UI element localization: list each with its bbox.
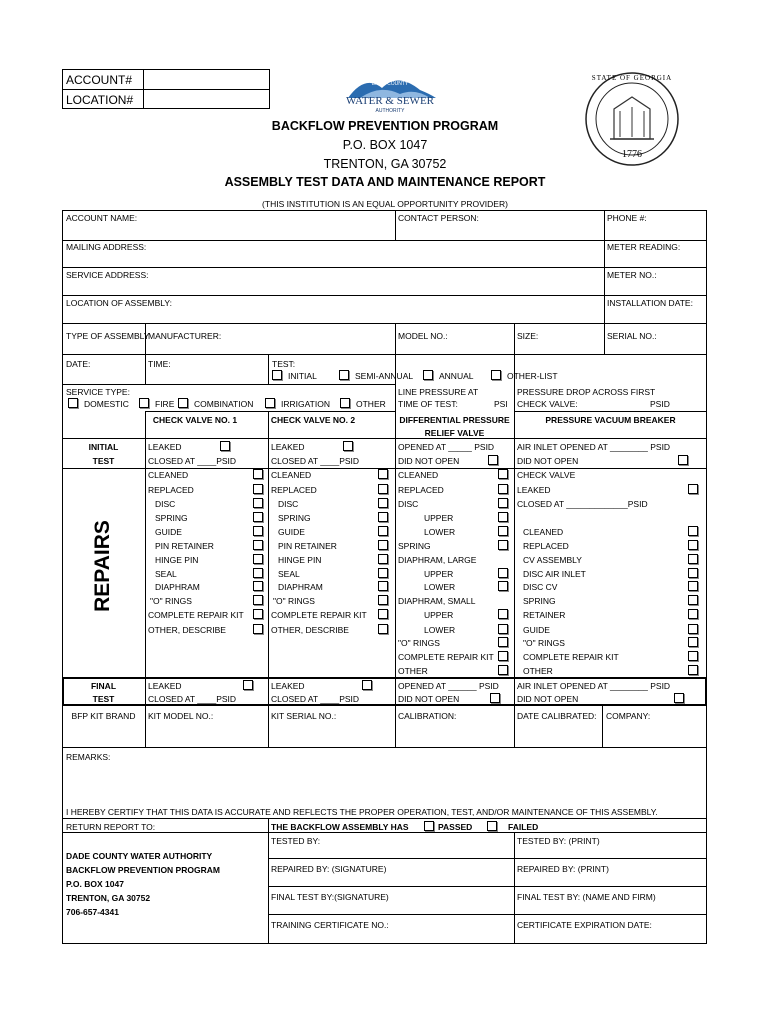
initial-test-label-1: INITIAL <box>88 442 119 452</box>
drv-opened-at: OPENED AT _____ PSID <box>398 442 495 452</box>
cv2-other: OTHER, DESCRIBE <box>271 625 349 635</box>
cv2-header: CHECK VALVE NO. 2 <box>270 415 356 425</box>
pvb-air-inlet: AIR INLET OPENED AT ________ PSID <box>517 442 671 452</box>
pvb-final-did-not-open-checkbox[interactable] <box>674 693 684 703</box>
final-test-signature-label: FINAL TEST BY:(SIGNATURE) <box>271 892 389 902</box>
mailing-address-label: MAILING ADDRESS: <box>66 242 147 252</box>
pvb-did-not-open-checkbox[interactable] <box>678 455 688 465</box>
kit-serial-label: KIT SERIAL NO.: <box>271 711 337 721</box>
cv1-final-leaked-checkbox[interactable] <box>243 680 253 690</box>
cv1-closed-at: CLOSED AT ____PSID <box>148 456 237 466</box>
pvb-cleaned-checkbox[interactable] <box>688 526 698 536</box>
size-label: SIZE: <box>517 331 539 341</box>
drv-disc: DISC <box>398 499 419 509</box>
drv-final-opened-at: OPENED AT ______ PSID <box>398 681 499 691</box>
cv1-other: OTHER, DESCRIBE <box>148 625 226 635</box>
drv-disc-lower-checkbox[interactable] <box>498 526 508 536</box>
cv1-o-rings-checkbox[interactable] <box>253 595 263 605</box>
account-input[interactable] <box>145 70 268 88</box>
drv-large-lower: LOWER <box>424 582 456 592</box>
cv2-leaked-checkbox[interactable] <box>343 441 353 451</box>
cv1-pin-retainer-checkbox[interactable] <box>253 540 263 550</box>
drv-did-not-open: DID NOT OPEN <box>398 456 460 466</box>
location-input[interactable] <box>145 90 268 108</box>
cv2-leaked: LEAKED <box>271 442 305 452</box>
cv2-closed-at: CLOSED AT ____PSID <box>271 456 360 466</box>
cv1-guide: GUIDE <box>155 527 182 537</box>
domestic-label: DOMESTIC <box>84 399 129 409</box>
fire-checkbox[interactable] <box>139 398 149 408</box>
location-label: LOCATION# <box>66 93 134 107</box>
pvb-cv-assembly: CV ASSEMBLY <box>523 555 582 565</box>
return-program: BACKFLOW PREVENTION PROGRAM <box>66 865 220 875</box>
cert-expiration-label: CERTIFICATE EXPIRATION DATE: <box>517 920 652 930</box>
company-label: COMPANY: <box>606 711 651 721</box>
repaired-by-print-label: REPAIRED BY: (PRINT) <box>517 864 609 874</box>
drv-spring-checkbox[interactable] <box>498 540 508 550</box>
cv2-spring: SPRING <box>278 513 311 523</box>
pvb-disc-cv-checkbox[interactable] <box>688 581 698 591</box>
cv1-leaked-checkbox[interactable] <box>220 441 230 451</box>
final-test-label-1: FINAL <box>90 681 117 691</box>
cv1-other-checkbox[interactable] <box>253 624 263 634</box>
cv1-guide-checkbox[interactable] <box>253 526 263 536</box>
drv-small-upper-checkbox[interactable] <box>498 609 508 619</box>
cv1-cleaned: CLEANED <box>148 470 189 480</box>
cv2-cleaned-checkbox[interactable] <box>378 469 388 479</box>
passed-label: PASSED <box>438 822 473 832</box>
failed-checkbox[interactable] <box>487 821 497 831</box>
test-label: TEST: <box>272 359 296 369</box>
pvb-cleaned: CLEANED <box>523 527 564 537</box>
service-address-label: SERVICE ADDRESS: <box>66 270 149 280</box>
pvb-spring-checkbox[interactable] <box>688 595 698 605</box>
irrigation-checkbox[interactable] <box>265 398 275 408</box>
return-report-label: RETURN REPORT TO: <box>66 822 156 832</box>
city: TRENTON, GA 30752 <box>323 157 447 171</box>
pvb-retainer-checkbox[interactable] <box>688 609 698 619</box>
initial-checkbox[interactable] <box>272 370 282 380</box>
drv-o-rings: "O" RINGS <box>398 638 440 648</box>
cv2-complete-kit-checkbox[interactable] <box>378 609 388 619</box>
cv2-diaphram-checkbox[interactable] <box>378 581 388 591</box>
cv2-other-checkbox[interactable] <box>378 624 388 634</box>
cv1-replaced: REPLACED <box>148 485 194 495</box>
drv-disc-upper-checkbox[interactable] <box>498 512 508 522</box>
cv2-o-rings-checkbox[interactable] <box>378 595 388 605</box>
pvb-o-rings: "O" RINGS <box>523 638 565 648</box>
cv2-o-rings: "O" RINGS <box>273 596 315 606</box>
pvb-closed-at: CLOSED AT _____________PSID <box>517 499 648 509</box>
drv-small-upper: UPPER <box>424 610 454 620</box>
cv1-hinge-pin-checkbox[interactable] <box>253 554 263 564</box>
account-label: ACCOUNT# <box>66 73 133 87</box>
domestic-checkbox[interactable] <box>68 398 78 408</box>
cv2-final-closed-at: CLOSED AT ____PSID <box>271 694 360 704</box>
program-title: BACKFLOW PREVENTION PROGRAM <box>271 119 499 133</box>
check-valve-label: CHECK VALVE: <box>517 399 578 409</box>
pvb-did-not-open: DID NOT OPEN <box>517 456 579 466</box>
bfp-kit-brand-label: BFP KIT BRAND <box>71 711 136 721</box>
drv-complete-kit-checkbox[interactable] <box>498 651 508 661</box>
cv2-hinge-pin-checkbox[interactable] <box>378 554 388 564</box>
return-phone: 706-657-4341 <box>66 907 119 917</box>
logo-main: WATER & SEWER <box>346 95 434 107</box>
remarks-label: REMARKS: <box>66 752 111 762</box>
cv1-final-closed-at: CLOSED AT ____PSID <box>148 694 237 704</box>
final-test-name-label: FINAL TEST BY: (NAME AND FIRM) <box>517 892 656 902</box>
return-po-box: P.O. BOX 1047 <box>66 879 124 889</box>
certify-statement: I HEREBY CERTIFY THAT THIS DATA IS ACCURATE AND REFLECTS THE PROPER OPERATION, TEST, AND/OR MAINTENANCE OF THIS ASSEMBLY. <box>66 807 658 817</box>
cv1-leaked: LEAKED <box>148 442 182 452</box>
equal-opportunity: (THIS INSTITUTION IS AN EQUAL OPPORTUNITY PROVIDER) <box>262 199 508 209</box>
drv-other-checkbox[interactable] <box>498 665 508 675</box>
failed-label: FAILED <box>508 822 539 832</box>
drv-final-did-not-open-checkbox[interactable] <box>490 693 500 703</box>
type-of-assembly-label: TYPE OF ASSEMBLY <box>66 331 150 341</box>
cv1-complete-kit: COMPLETE REPAIR KIT <box>148 610 244 620</box>
installation-date-label: INSTALLATION DATE: <box>607 298 693 308</box>
time-label: TIME: <box>148 359 171 369</box>
annual-label: ANNUAL <box>439 371 474 381</box>
combination-checkbox[interactable] <box>178 398 188 408</box>
other-list-label: OTHER-LIST <box>507 371 558 381</box>
cv2-pin-retainer: PIN RETAINER <box>278 541 337 551</box>
cv2-spring-checkbox[interactable] <box>378 512 388 522</box>
cv2-hinge-pin: HINGE PIN <box>278 555 322 565</box>
cv2-disc-checkbox[interactable] <box>378 498 388 508</box>
meter-no-label: METER NO.: <box>607 270 657 280</box>
cv2-seal: SEAL <box>278 569 300 579</box>
cv2-replaced: REPLACED <box>271 485 317 495</box>
cv1-disc: DISC <box>155 499 176 509</box>
drv-diaphram-small: DIAPHRAM, SMALL <box>398 596 476 606</box>
assembly-has-label: THE BACKFLOW ASSEMBLY HAS <box>271 822 409 832</box>
seal-year: 1776 <box>622 149 642 160</box>
cv1-final-leaked: LEAKED <box>148 681 182 691</box>
cv2-cleaned: CLEANED <box>271 470 312 480</box>
pvb-complete-kit-checkbox[interactable] <box>688 651 698 661</box>
drv-did-not-open-checkbox[interactable] <box>488 455 498 465</box>
final-test-label-2: TEST <box>92 694 115 704</box>
pvb-disc-air-inlet-checkbox[interactable] <box>688 568 698 578</box>
drv-disc-checkbox[interactable] <box>498 498 508 508</box>
pvb-leaked: LEAKED <box>517 485 551 495</box>
po-box: P.O. BOX 1047 <box>342 138 428 152</box>
meter-reading-label: METER READING: <box>607 242 681 252</box>
combination-label: COMBINATION <box>194 399 254 409</box>
drv-cleaned-checkbox[interactable] <box>498 469 508 479</box>
cv1-seal: SEAL <box>155 569 177 579</box>
pvb-leaked-checkbox[interactable] <box>688 484 698 494</box>
drv-large-upper-checkbox[interactable] <box>498 568 508 578</box>
pvb-spring: SPRING <box>523 596 556 606</box>
contact-person-label: CONTACT PERSON: <box>398 213 479 223</box>
cv2-disc: DISC <box>278 499 299 509</box>
serial-no-label: SERIAL NO.: <box>607 331 657 341</box>
logo-sub: AUTHORITY <box>375 108 405 114</box>
pvb-disc-cv: DISC CV <box>523 582 558 592</box>
service-type-label: SERVICE TYPE: <box>66 387 130 397</box>
cv1-cleaned-checkbox[interactable] <box>253 469 263 479</box>
fire-label: FIRE <box>155 399 175 409</box>
drv-large-upper: UPPER <box>424 569 454 579</box>
cv1-diaphram-checkbox[interactable] <box>253 581 263 591</box>
time-of-test-label: TIME OF TEST: <box>398 399 458 409</box>
drv-replaced: REPLACED <box>398 485 444 495</box>
cv1-pin-retainer: PIN RETAINER <box>155 541 214 551</box>
drv-header-2: RELIEF VALVE <box>424 428 485 438</box>
drv-large-lower-checkbox[interactable] <box>498 581 508 591</box>
cv1-replaced-checkbox[interactable] <box>253 484 263 494</box>
cv1-spring: SPRING <box>155 513 188 523</box>
pvb-replaced: REPLACED <box>523 541 569 551</box>
pvb-guide: GUIDE <box>523 625 550 635</box>
logo-top: DADE COUNTY <box>371 81 409 87</box>
semi-annual-label: SEMI-ANNUAL <box>355 371 414 381</box>
annual-checkbox[interactable] <box>423 370 433 380</box>
cv1-seal-checkbox[interactable] <box>253 568 263 578</box>
return-city: TRENTON, GA 30752 <box>66 893 151 903</box>
pvb-replaced-checkbox[interactable] <box>688 540 698 550</box>
other-service-label: OTHER <box>356 399 386 409</box>
pvb-header: PRESSURE VACUUM BREAKER <box>545 415 676 425</box>
phone-label: PHONE #: <box>607 213 647 223</box>
cv1-complete-kit-checkbox[interactable] <box>253 609 263 619</box>
account-name-label: ACCOUNT NAME: <box>66 213 138 223</box>
line-pressure-label: LINE PRESSURE AT <box>398 387 479 397</box>
training-cert-label: TRAINING CERTIFICATE NO.: <box>271 920 389 930</box>
cv2-pin-retainer-checkbox[interactable] <box>378 540 388 550</box>
drv-cleaned: CLEANED <box>398 470 439 480</box>
semi-annual-checkbox[interactable] <box>339 370 349 380</box>
date-label: DATE: <box>66 359 91 369</box>
drv-disc-upper: UPPER <box>424 513 454 523</box>
irrigation-label: IRRIGATION <box>281 399 330 409</box>
cv1-o-rings: "O" RINGS <box>150 596 192 606</box>
cv2-diaphram: DIAPHRAM <box>278 582 323 592</box>
cv2-final-leaked: LEAKED <box>271 681 305 691</box>
passed-checkbox[interactable] <box>424 821 434 831</box>
location-of-assembly-label: LOCATION OF ASSEMBLY: <box>66 298 172 308</box>
drv-disc-lower: LOWER <box>424 527 456 537</box>
pvb-other-checkbox[interactable] <box>688 665 698 675</box>
pvb-disc-air-inlet: DISC AIR INLET <box>523 569 586 579</box>
cv2-seal-checkbox[interactable] <box>378 568 388 578</box>
tested-by-print-label: TESTED BY: (PRINT) <box>517 836 600 846</box>
manufacturer-label: MANUFACTURER: <box>148 331 222 341</box>
water-authority-logo <box>340 70 440 116</box>
drv-header-1: DIFFERENTIAL PRESSURE <box>399 415 510 425</box>
drv-complete-kit: COMPLETE REPAIR KIT <box>398 652 494 662</box>
pvb-final-did-not-open: DID NOT OPEN <box>517 694 579 704</box>
cv2-complete-kit: COMPLETE REPAIR KIT <box>271 610 367 620</box>
drv-diaphram-large: DIAPHRAM, LARGE <box>398 555 477 565</box>
initial-label: INITIAL <box>288 371 317 381</box>
pvb-complete-kit: COMPLETE REPAIR KIT <box>523 652 619 662</box>
remarks-input[interactable] <box>64 764 704 804</box>
cv2-replaced-checkbox[interactable] <box>378 484 388 494</box>
model-no-label: MODEL NO.: <box>398 331 448 341</box>
report-title: ASSEMBLY TEST DATA AND MAINTENANCE REPORT <box>224 175 546 189</box>
tested-by-label: TESTED BY: <box>271 836 321 846</box>
pvb-guide-checkbox[interactable] <box>688 624 698 634</box>
cv1-spring-checkbox[interactable] <box>253 512 263 522</box>
drv-small-lower: LOWER <box>424 625 456 635</box>
other-service-checkbox[interactable] <box>340 398 350 408</box>
cv2-final-leaked-checkbox[interactable] <box>362 680 372 690</box>
pressure-drop-label: PRESSURE DROP ACROSS FIRST <box>517 387 656 397</box>
kit-model-label: KIT MODEL NO.: <box>148 711 214 721</box>
line-pressure-unit: PSI <box>494 399 508 409</box>
pvb-other: OTHER <box>523 666 553 676</box>
initial-test-label-2: TEST <box>92 456 115 466</box>
cv2-guide-checkbox[interactable] <box>378 526 388 536</box>
cv2-guide: GUIDE <box>278 527 305 537</box>
cv1-hinge-pin: HINGE PIN <box>155 555 199 565</box>
pvb-final-air-inlet: AIR INLET OPENED AT ________ PSID <box>517 681 671 691</box>
cv1-diaphram: DIAPHRAM <box>155 582 200 592</box>
calibration-label: CALIBRATION: <box>398 711 457 721</box>
seal-text: STATE OF GEORGIA <box>591 74 673 82</box>
cv1-header: CHECK VALVE NO. 1 <box>152 415 238 425</box>
repairs-label: REPAIRS <box>91 520 114 612</box>
drv-replaced-checkbox[interactable] <box>498 484 508 494</box>
repaired-by-signature-label: REPAIRED BY: (SIGNATURE) <box>271 864 387 874</box>
pvb-o-rings-checkbox[interactable] <box>688 637 698 647</box>
date-calibrated-label: DATE CALIBRATED: <box>517 711 597 721</box>
drv-spring: SPRING <box>398 541 431 551</box>
return-name: DADE COUNTY WATER AUTHORITY <box>66 851 213 861</box>
drv-other: OTHER <box>398 666 428 676</box>
cv1-disc-checkbox[interactable] <box>253 498 263 508</box>
pvb-cv-assembly-checkbox[interactable] <box>688 554 698 564</box>
drv-small-lower-checkbox[interactable] <box>498 624 508 634</box>
pvb-retainer: RETAINER <box>523 610 566 620</box>
drv-final-did-not-open: DID NOT OPEN <box>398 694 460 704</box>
pressure-drop-unit: PSID <box>650 399 670 409</box>
pvb-check-valve: CHECK VALVE <box>517 470 576 480</box>
other-list-checkbox[interactable] <box>491 370 501 380</box>
drv-o-rings-checkbox[interactable] <box>498 637 508 647</box>
